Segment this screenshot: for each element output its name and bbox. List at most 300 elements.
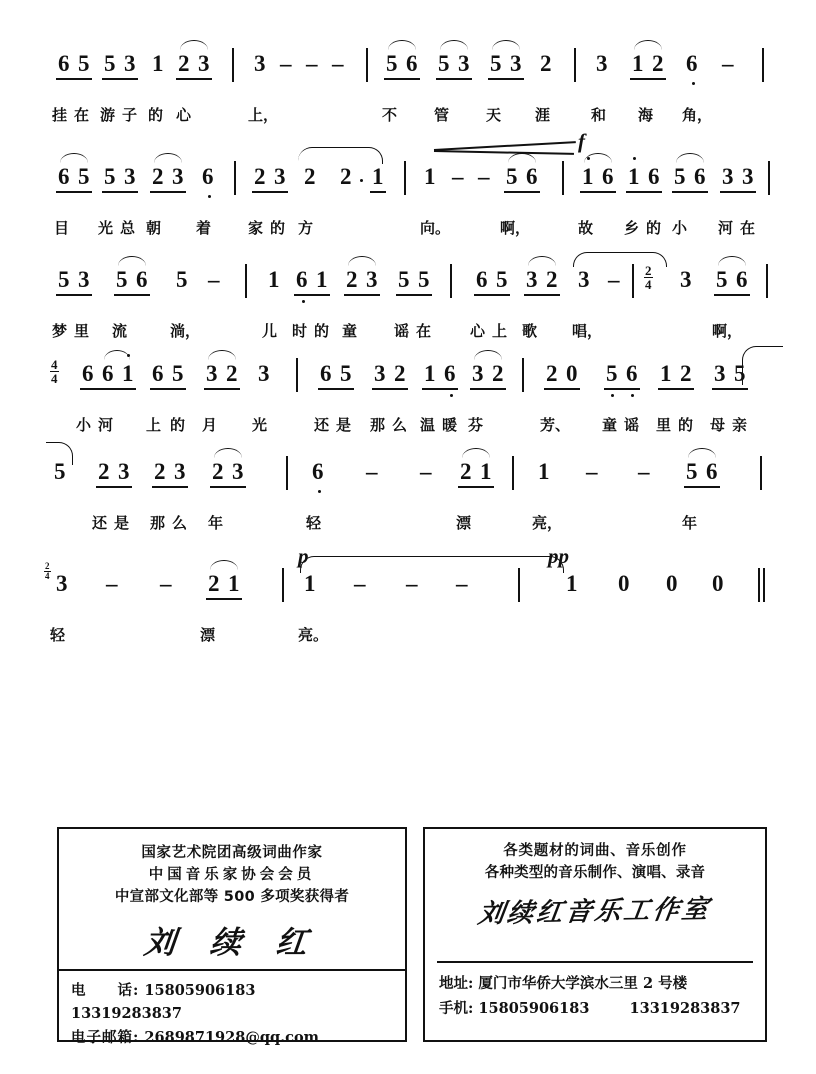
time-signature-numerator: 2: [45, 561, 50, 571]
note: 1: [566, 571, 578, 596]
notes-row: [0, 263, 816, 314]
lyric-syllable: 芬: [468, 416, 484, 434]
lyric-syllable: 歌: [522, 322, 538, 340]
barline: [632, 264, 634, 298]
lyric-syllable: 向。: [420, 219, 451, 237]
low-octave-dot: [611, 394, 614, 397]
lyric-syllable: 淌，: [170, 322, 201, 340]
beam-line: [56, 294, 92, 296]
beam-line: [630, 78, 666, 80]
lyric-syllable: 漂: [200, 626, 216, 644]
note: 6: [102, 361, 114, 386]
slur-arc: [492, 40, 520, 50]
studio-signature: 刘续红音乐工作室: [476, 894, 714, 930]
studio-services: [425, 829, 765, 928]
note: 3: [366, 267, 378, 292]
lyric-syllable: 挂: [52, 106, 68, 124]
slur-arc: [528, 256, 556, 266]
note: 6: [602, 164, 614, 189]
note: 3: [526, 267, 538, 292]
rest-zero: 0: [666, 571, 678, 596]
lyric-syllable: 在: [740, 219, 756, 237]
studio-card: [423, 827, 767, 1042]
note: 2: [254, 164, 266, 189]
duration-dash: –: [208, 267, 220, 292]
beam-line: [206, 598, 242, 600]
business-cards: [57, 827, 767, 1046]
beam-line: [504, 191, 540, 193]
barline: [760, 456, 762, 490]
slur-arc: [180, 40, 208, 50]
note: 1: [538, 459, 550, 484]
barline: [766, 264, 768, 298]
barline: [768, 161, 770, 195]
beam-line: [604, 388, 640, 390]
mobile-number-1: 15805906183: [478, 999, 590, 1017]
music-system-1: [0, 52, 816, 128]
mobile-row: [439, 997, 751, 1022]
beam-line: [150, 191, 186, 193]
note: 5: [54, 459, 66, 484]
card-divider: [437, 961, 753, 963]
note: 6: [406, 51, 418, 76]
lyric-syllable: 故: [578, 219, 594, 237]
beam-line: [544, 388, 580, 390]
long-tie-arc: [573, 252, 667, 267]
slur-arc: [688, 448, 716, 458]
lyric-syllable: 母: [710, 416, 726, 434]
note: 5: [438, 51, 450, 76]
crescendo-hairpin: [434, 137, 574, 153]
lyric-syllable: 流: [112, 322, 128, 340]
note: 3: [258, 361, 270, 386]
notes-row: [0, 357, 816, 408]
beam-line: [488, 78, 524, 80]
notes-row: [0, 165, 816, 211]
note: 6: [444, 361, 456, 386]
augmentation-dot: [360, 179, 363, 182]
composer-credentials: [59, 829, 405, 962]
note: 2: [340, 164, 352, 189]
lyric-syllable: 里: [656, 416, 672, 434]
beam-line: [252, 191, 288, 193]
note: 1: [424, 361, 436, 386]
barline: [232, 48, 234, 82]
service-line: 各种类型的音乐制作、演唱、录音: [484, 865, 706, 882]
note: 3: [274, 164, 286, 189]
beam-line: [470, 388, 506, 390]
note: 6: [476, 267, 488, 292]
barline: [234, 161, 236, 195]
long-slur-arc: [298, 147, 383, 164]
beam-line: [80, 388, 136, 390]
note: 1: [122, 361, 134, 386]
barline: [562, 161, 564, 195]
note: 5: [418, 267, 430, 292]
note: 2: [652, 51, 664, 76]
lyric-syllable: 还: [314, 416, 330, 434]
note: 1: [304, 571, 316, 596]
lyric-syllable: 总: [120, 219, 136, 237]
note: 1: [628, 164, 640, 189]
high-octave-dot: [633, 157, 636, 160]
note: 5: [496, 267, 508, 292]
beam-line: [176, 78, 212, 80]
lyrics-row: [0, 516, 816, 546]
note: 3: [56, 571, 68, 596]
lyric-syllable: 月: [202, 416, 218, 434]
lyric-syllable: 漂: [456, 514, 472, 532]
dynamic-piano: p: [298, 544, 309, 568]
service-line: 各类题材的词曲、音乐创作: [503, 843, 687, 859]
lyric-syllable: 角，: [682, 106, 713, 124]
note: 2: [152, 164, 164, 189]
beam-line: [102, 191, 138, 193]
lyric-syllable: 年: [682, 514, 698, 532]
note: 2: [394, 361, 406, 386]
lyrics-row: [0, 108, 816, 138]
lyric-syllable: 河: [98, 416, 114, 434]
final-double-barline: [758, 568, 766, 602]
music-system-2: [0, 129, 816, 241]
beam-line: [56, 78, 92, 80]
slur-arc: [634, 40, 662, 50]
note: 2: [212, 459, 224, 484]
barline: [286, 456, 288, 490]
beam-line: [150, 388, 186, 390]
beam-line: [720, 191, 756, 193]
email-address: 2689871928@qq.com: [144, 1028, 319, 1046]
barline: [366, 48, 368, 82]
lyric-syllable: 么: [392, 416, 408, 434]
note: 3: [118, 459, 130, 484]
note: 5: [104, 164, 116, 189]
duration-dash: –: [638, 459, 650, 484]
lyric-syllable: 的: [678, 416, 694, 434]
lyric-syllable: 梦: [52, 322, 68, 340]
lyric-syllable: 天: [486, 106, 502, 124]
lyric-syllable: 的: [148, 106, 164, 124]
tie-to-next-line: [742, 346, 783, 385]
note: 2: [208, 571, 220, 596]
note: 3: [680, 267, 692, 292]
note: 3: [596, 51, 608, 76]
lyric-syllable: 温: [420, 416, 436, 434]
note: 3: [124, 51, 136, 76]
slur-arc: [584, 153, 612, 163]
note: 3: [254, 51, 266, 76]
duration-dash: –: [106, 571, 118, 596]
note: 5: [58, 267, 70, 292]
low-octave-dot: [208, 195, 211, 198]
barline: [518, 568, 520, 602]
beam-line: [210, 486, 246, 488]
note: 6: [736, 267, 748, 292]
slur-arc: [348, 256, 376, 266]
duration-dash: –: [586, 459, 598, 484]
beam-line: [524, 294, 560, 296]
duration-dash: –: [366, 459, 378, 484]
note: 5: [78, 164, 90, 189]
note: 1: [582, 164, 594, 189]
note: 6: [312, 459, 324, 484]
address-label: 地址:: [439, 975, 474, 992]
barline: [512, 456, 514, 490]
notes-row: [0, 460, 816, 506]
lyrics-row: [0, 628, 816, 658]
beam-line: [580, 191, 616, 193]
time-signature-denominator: 4: [45, 571, 50, 582]
composer-card: [57, 827, 407, 1046]
lyrics-row: [0, 418, 816, 448]
beam-line: [318, 388, 354, 390]
barline: [574, 48, 576, 82]
time-signature: [644, 264, 653, 292]
slur-arc: [60, 153, 88, 163]
note: 2: [346, 267, 358, 292]
notes-row: [0, 52, 816, 98]
beam-line: [626, 191, 662, 193]
lyric-syllable: 光: [98, 219, 114, 237]
time-signature: [50, 358, 59, 386]
lyric-syllable: 目: [54, 219, 70, 237]
duration-dash: –: [478, 164, 490, 189]
beam-line: [474, 294, 510, 296]
note: 3: [374, 361, 386, 386]
note: 2: [546, 361, 558, 386]
beam-line: [422, 388, 458, 390]
lyric-syllable: 里: [74, 322, 90, 340]
note: 2: [226, 361, 238, 386]
note: 5: [176, 267, 188, 292]
note: 2: [154, 459, 166, 484]
card-divider: [59, 969, 405, 971]
music-system-3: [0, 263, 816, 344]
note: 1: [372, 164, 384, 189]
note: 6: [296, 267, 308, 292]
address-row: [439, 972, 751, 997]
lyric-syllable: 和: [591, 106, 607, 124]
lyric-syllable: 河: [718, 219, 734, 237]
note: 5: [398, 267, 410, 292]
lyric-syllable: 子: [122, 106, 138, 124]
notes-row: [0, 561, 816, 618]
note: 6: [706, 459, 718, 484]
lyric-syllable: 是: [114, 514, 130, 532]
note: 2: [492, 361, 504, 386]
note: 5: [716, 267, 728, 292]
note: 5: [386, 51, 398, 76]
note: 5: [506, 164, 518, 189]
note: 1: [268, 267, 280, 292]
lyric-syllable: 轻: [50, 626, 66, 644]
beam-line: [294, 294, 330, 296]
slur-arc: [210, 560, 238, 570]
note: 3: [174, 459, 186, 484]
rest-zero: 0: [618, 571, 630, 596]
email-label: 电子邮箱:: [71, 1028, 140, 1046]
note: 3: [722, 164, 734, 189]
phone-label: 电 话:: [71, 982, 140, 999]
address-value: 厦门市华侨大学滨水三里 2 号楼: [478, 975, 688, 992]
beam-line: [714, 294, 750, 296]
barline: [450, 264, 452, 298]
lyric-syllable: 芳、: [540, 416, 571, 434]
phone-number-2: 13319283837: [71, 1005, 182, 1023]
note: 6: [626, 361, 638, 386]
note: 2: [546, 267, 558, 292]
time-signature: [44, 562, 51, 581]
low-octave-dot: [302, 300, 305, 303]
note: 2: [178, 51, 190, 76]
long-tie-arc: [300, 556, 564, 573]
beam-line: [712, 388, 748, 390]
lyric-syllable: 还: [92, 514, 108, 532]
lyric-syllable: 谣: [394, 322, 410, 340]
note: 5: [78, 51, 90, 76]
beam-line: [152, 486, 188, 488]
note: 6: [686, 51, 698, 76]
beam-line: [56, 191, 92, 193]
lyric-syllable: 唱，: [572, 322, 603, 340]
barline: [245, 264, 247, 298]
note: 3: [742, 164, 754, 189]
lyric-syllable: 上: [492, 322, 508, 340]
lyric-syllable: 年: [208, 514, 224, 532]
duration-dash: –: [406, 571, 418, 596]
note: 5: [490, 51, 502, 76]
note: 3: [124, 164, 136, 189]
lyric-syllable: 的: [646, 219, 662, 237]
note: 5: [116, 267, 128, 292]
lyric-syllable: 光: [252, 416, 268, 434]
mobile-number-2: 13319283837: [629, 999, 741, 1017]
lyric-syllable: 心: [470, 322, 486, 340]
lyric-syllable: 时: [292, 322, 308, 340]
note: 1: [660, 361, 672, 386]
lyric-syllable: 家: [248, 219, 264, 237]
lyric-syllable: 在: [74, 106, 90, 124]
mobile-label: 手机:: [439, 999, 474, 1017]
duration-dash: –: [306, 51, 318, 76]
composer-contact: [59, 979, 405, 1049]
note: 3: [472, 361, 484, 386]
beam-line: [102, 78, 138, 80]
barline: [762, 48, 764, 82]
note: 3: [578, 267, 590, 292]
lyric-syllable: 啊，: [712, 322, 743, 340]
note: 3: [172, 164, 184, 189]
beam-line: [458, 486, 494, 488]
email-row: [71, 1026, 393, 1049]
lyric-syllable: 的: [170, 416, 186, 434]
lyric-syllable: 管: [434, 106, 450, 124]
note: 5: [686, 459, 698, 484]
note: 6: [526, 164, 538, 189]
slur-arc: [462, 448, 490, 458]
lyric-syllable: 童: [602, 416, 618, 434]
beam-line: [672, 191, 708, 193]
duration-dash: –: [608, 267, 620, 292]
lyric-syllable: 小: [672, 219, 688, 237]
lyric-syllable: 海: [638, 106, 654, 124]
composer-signature: 刘 续 红: [142, 925, 321, 962]
time-signature-denominator: 4: [645, 277, 652, 293]
credential-line: 国家艺术院团高级词曲作家: [141, 845, 323, 861]
lyric-syllable: 朝: [146, 219, 162, 237]
note: 2: [98, 459, 110, 484]
beam-line: [370, 191, 386, 193]
lyric-syllable: 啊，: [500, 219, 531, 237]
duration-dash: –: [332, 51, 344, 76]
note: 5: [104, 51, 116, 76]
time-signature-numerator: 4: [51, 357, 58, 372]
lyric-syllable: 亲: [732, 416, 748, 434]
note: 6: [648, 164, 660, 189]
rest-zero: 0: [566, 361, 578, 386]
slur-arc: [118, 256, 146, 266]
low-octave-dot: [692, 82, 695, 85]
lyric-syllable: 着: [196, 219, 212, 237]
note: 3: [510, 51, 522, 76]
note: 6: [136, 267, 148, 292]
note: 1: [632, 51, 644, 76]
phone-row: [71, 979, 393, 1026]
lyric-syllable: 么: [172, 514, 188, 532]
lyric-syllable: 是: [336, 416, 352, 434]
lyric-syllable: 亮，: [532, 514, 563, 532]
lyrics-row: [0, 221, 816, 251]
slur-arc: [154, 153, 182, 163]
note: 1: [228, 571, 240, 596]
duration-dash: –: [160, 571, 172, 596]
lyrics-row: [0, 324, 816, 354]
lyric-syllable: 轻: [306, 514, 322, 532]
slur-arc: [718, 256, 746, 266]
slur-arc: [508, 153, 536, 163]
dynamic-pianissimo: pp: [548, 544, 569, 568]
credential-line: 中宣部文化部等 500 多项奖获得者: [114, 888, 350, 905]
lyric-syllable: 乡: [624, 219, 640, 237]
lyric-syllable: 的: [314, 322, 330, 340]
low-octave-dot: [631, 394, 634, 397]
duration-dash: –: [280, 51, 292, 76]
note: 1: [316, 267, 328, 292]
lyric-syllable: 谣: [624, 416, 640, 434]
lyric-syllable: 那: [150, 514, 166, 532]
duration-dash: –: [354, 571, 366, 596]
note: 6: [82, 361, 94, 386]
music-system-6: [0, 544, 816, 648]
lyric-syllable: 涯: [535, 106, 551, 124]
lyric-syllable: 在: [416, 322, 432, 340]
note: 1: [152, 51, 164, 76]
beam-line: [204, 388, 240, 390]
lyric-syllable: 上: [146, 416, 162, 434]
note: 1: [424, 164, 436, 189]
music-system-5: [0, 460, 816, 536]
beam-line: [436, 78, 472, 80]
lyric-syllable: 童: [342, 322, 358, 340]
music-system-4: [0, 357, 816, 438]
duration-dash: –: [722, 51, 734, 76]
duration-dash: –: [420, 459, 432, 484]
slur-arc: [440, 40, 468, 50]
note: 3: [714, 361, 726, 386]
barline: [296, 358, 298, 392]
credential-line: 中国音乐家协会会员: [148, 866, 316, 883]
note: 6: [320, 361, 332, 386]
